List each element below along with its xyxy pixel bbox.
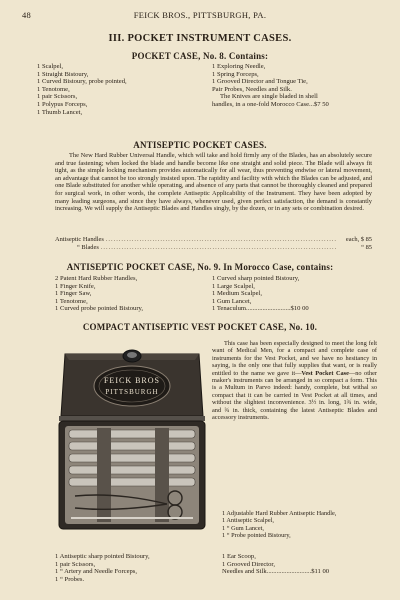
list-item: 1 Scalpel,: [37, 63, 64, 70]
list-item: Needles and Silk...........................$11 00: [222, 568, 330, 576]
list-item: 1 Finger Knife,: [55, 282, 96, 290]
list-item: 1 “ Probes.: [55, 575, 85, 583]
list-item: 1 Tenaculum...........................$10 00: [212, 305, 309, 313]
price-value: each, $ 85: [345, 236, 372, 243]
list-item: 1 Large Scalpel,: [212, 282, 255, 290]
case10-heading: COMPACT ANTISEPTIC VEST POCKET CASE, No. 10.: [82, 322, 318, 332]
list-item: 1 Medium Scalpel,: [212, 290, 262, 298]
list-item: 1 Gum Lancet,: [212, 297, 252, 305]
vest-pocket-case-illustration: [57, 346, 207, 536]
list-item: 1 Thumb Lancet,: [37, 108, 83, 116]
antiseptic-paragraph: The New Hard Rubber Universal Handle, which will take and hold firmly any of the Blades, has an absolutely secure and true fastening; when locked the blade and handle become like one straight and solid piece. The Blade will always fit tight, as the simple locking mechanism provides automatically for all wear, thus preventing endwise or lateral movement, an advantage that cannot be too strongly insisted upon. The rapidity and facility with which the Blades can be adjusted, and one Blade substituted for another while operating, and absence of any parts that cannot be thoroughly cleaned and prepared for surgical work, in other words, the complete Antiseptic Applicability of the Instrument. They have been adopted by many leading surgeons, and since they have always, whenever used, given perfect satisfaction, the demand is constantly increasing. We will supply the Antiseptic Blades and Handles singly, by the dozen, or in any sets or combination desired.: [55, 152, 372, 213]
list-item: 2 Patent Hard Rubber Handles,: [55, 275, 138, 282]
case8-heading: POCKET CASE, No. 8. Contains:: [131, 51, 269, 61]
list-item: 1 Grooved Director,: [222, 560, 276, 568]
list-item: 1 Finger Saw,: [55, 290, 92, 298]
list-item: The Knives are single bladed in shell: [220, 93, 318, 101]
list-item: 1 Antiseptic sharp pointed Bistoury,: [55, 553, 150, 560]
leader-dots: [106, 236, 336, 244]
price-row: [55, 236, 372, 244]
list-item: 1 Straight Bistoury,: [37, 70, 89, 78]
list-item: handles, in a one-fold Morocco Case...$7 50: [212, 100, 329, 108]
description-emphasis: Vest Pocket Case: [301, 369, 349, 377]
list-item: 1 “ Probe pointed Bistoury,: [222, 532, 291, 540]
list-item: 1 Exploring Needle,: [212, 63, 266, 70]
antiseptic-price-list: [55, 236, 372, 251]
list-item: 1 Adjustable Hard Rubber Antiseptic Handle,: [222, 510, 337, 517]
case10-right-list: [222, 510, 378, 540]
running-header: [22, 10, 378, 22]
case-label-bottom: PITTSBURGH: [105, 388, 159, 396]
list-item: 1 Ear Scoop,: [222, 553, 256, 560]
case10-description: [212, 340, 377, 421]
case10-right-list-2: [222, 553, 329, 576]
price-label: Antiseptic Handles: [55, 236, 104, 243]
leader-dots: [101, 244, 336, 252]
case-label-top: FEICK BROS: [103, 376, 161, 385]
list-item: 1 Grooved Director and Tongue Tie,: [212, 78, 308, 86]
list-item: 1 Antiseptic Scalpel,: [222, 517, 274, 525]
case9-right-list: [212, 275, 309, 313]
price-value: “ 85: [361, 243, 372, 251]
antiseptic-heading: ANTISEPTIC POCKET CASES.: [133, 140, 267, 150]
section-title: III. POCKET INSTRUMENT CASES.: [108, 33, 292, 44]
description-text: This case has been especially designed to meet the long felt want of Medical Men, for a compact and complete case of instruments for the Vest Pocket, and we have no hesitancy in saying, is the only one that fully supplies that want, or is really entitled to the name we gave it—: [212, 340, 377, 377]
running-title: FEICK BROS., PITTSBURGH, PA.: [133, 10, 267, 20]
case8-left-list: [37, 63, 127, 116]
price-row: [55, 244, 372, 252]
list-item: 1 Tenotome,: [55, 297, 88, 305]
list-item: Pair Probes, Needles and Silk.: [212, 85, 292, 93]
case10-left-list: [55, 553, 150, 583]
list-item: 1 Polypus Forceps,: [37, 100, 88, 108]
list-item: 1 Curved sharp pointed Bistoury,: [212, 275, 300, 282]
case9-left-list: [55, 275, 143, 313]
list-item: 1 Spring Forceps,: [212, 70, 259, 78]
page-number: 48: [22, 10, 32, 20]
price-label: “ Blades: [77, 243, 99, 251]
list-item: 1 pair Scissors,: [55, 560, 96, 568]
list-item: 1 Curved probe pointed Bistoury,: [55, 305, 144, 313]
case8-right-list: [212, 63, 329, 109]
list-item: 1 “ Gum Lancet,: [222, 524, 264, 532]
list-item: 1 pair Scissors,: [37, 93, 78, 101]
open-case-drawing: [57, 346, 207, 536]
case9-heading: ANTISEPTIC POCKET CASE, No. 9. In Morocco Case, contains:: [66, 262, 334, 272]
description-text: —no other maker's instruments can be arranged in so compact a form. This is a Multum in Parvo indeed: handy, complete, but withal so compact that it can be carried in Vest Pocket at all times, and without the slightest inconvenience. 3½ in. long, 1¾ in. wide, and ¾ in. thick, containing the latest Antiseptic Blades and accessory instruments.: [212, 369, 377, 422]
list-item: 1 “ Artery and Needle Forceps,: [55, 568, 138, 576]
list-item: 1 Tenotome,: [37, 85, 70, 93]
list-item: 1 Curved Bistoury, probe pointed,: [37, 78, 127, 86]
